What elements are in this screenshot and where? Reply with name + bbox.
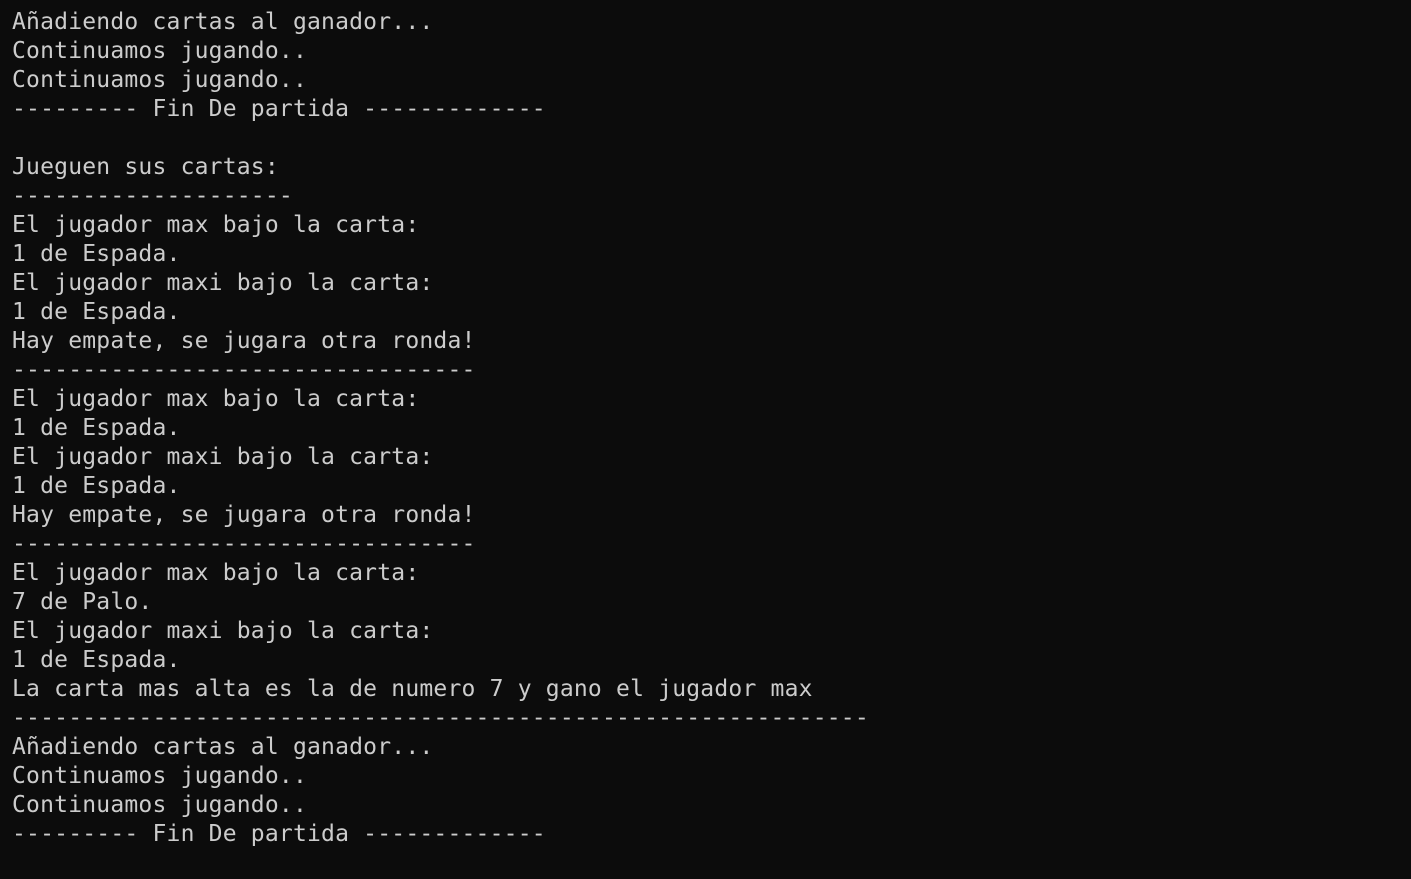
console-line (12, 124, 1411, 153)
console-line: Jueguen sus cartas: (12, 154, 279, 180)
console-line: --------- Fin De partida ------------- (12, 96, 546, 122)
console-line: Continuamos jugando.. (12, 763, 307, 789)
console-line: Continuamos jugando.. (12, 792, 307, 818)
console-line: El jugador max bajo la carta: (12, 386, 420, 412)
console-line: 1 de Espada. (12, 241, 181, 267)
console-line: Añadiendo cartas al ganador... (12, 734, 434, 760)
console-line: El jugador maxi bajo la carta: (12, 270, 434, 296)
console-line: 1 de Espada. (12, 415, 181, 441)
console-line: La carta mas alta es la de numero 7 y gano el jugador max (12, 676, 813, 702)
console-line: Hay empate, se jugara otra ronda! (12, 502, 476, 528)
console-line: Hay empate, se jugara otra ronda! (12, 328, 476, 354)
console-line: El jugador max bajo la carta: (12, 560, 420, 586)
console-line: --------- Fin De partida ------------- (12, 821, 546, 847)
console-line: El jugador max bajo la carta: (12, 212, 420, 238)
console-line: El jugador maxi bajo la carta: (12, 618, 434, 644)
console-line: 1 de Espada. (12, 473, 181, 499)
console-line: ------------------------------------------------------------- (12, 705, 869, 731)
console-line: Añadiendo cartas al ganador... (12, 9, 434, 35)
console-line: 1 de Espada. (12, 647, 181, 673)
console-line: --------------------------------- (12, 357, 476, 383)
console-line: Continuamos jugando.. (12, 67, 307, 93)
console-line: 7 de Palo. (12, 589, 153, 615)
console-line: El jugador maxi bajo la carta: (12, 444, 434, 470)
console-line: -------------------- (12, 183, 293, 209)
console-line: --------------------------------- (12, 531, 476, 557)
console-line: Continuamos jugando.. (12, 38, 307, 64)
console-line: 1 de Espada. (12, 299, 181, 325)
